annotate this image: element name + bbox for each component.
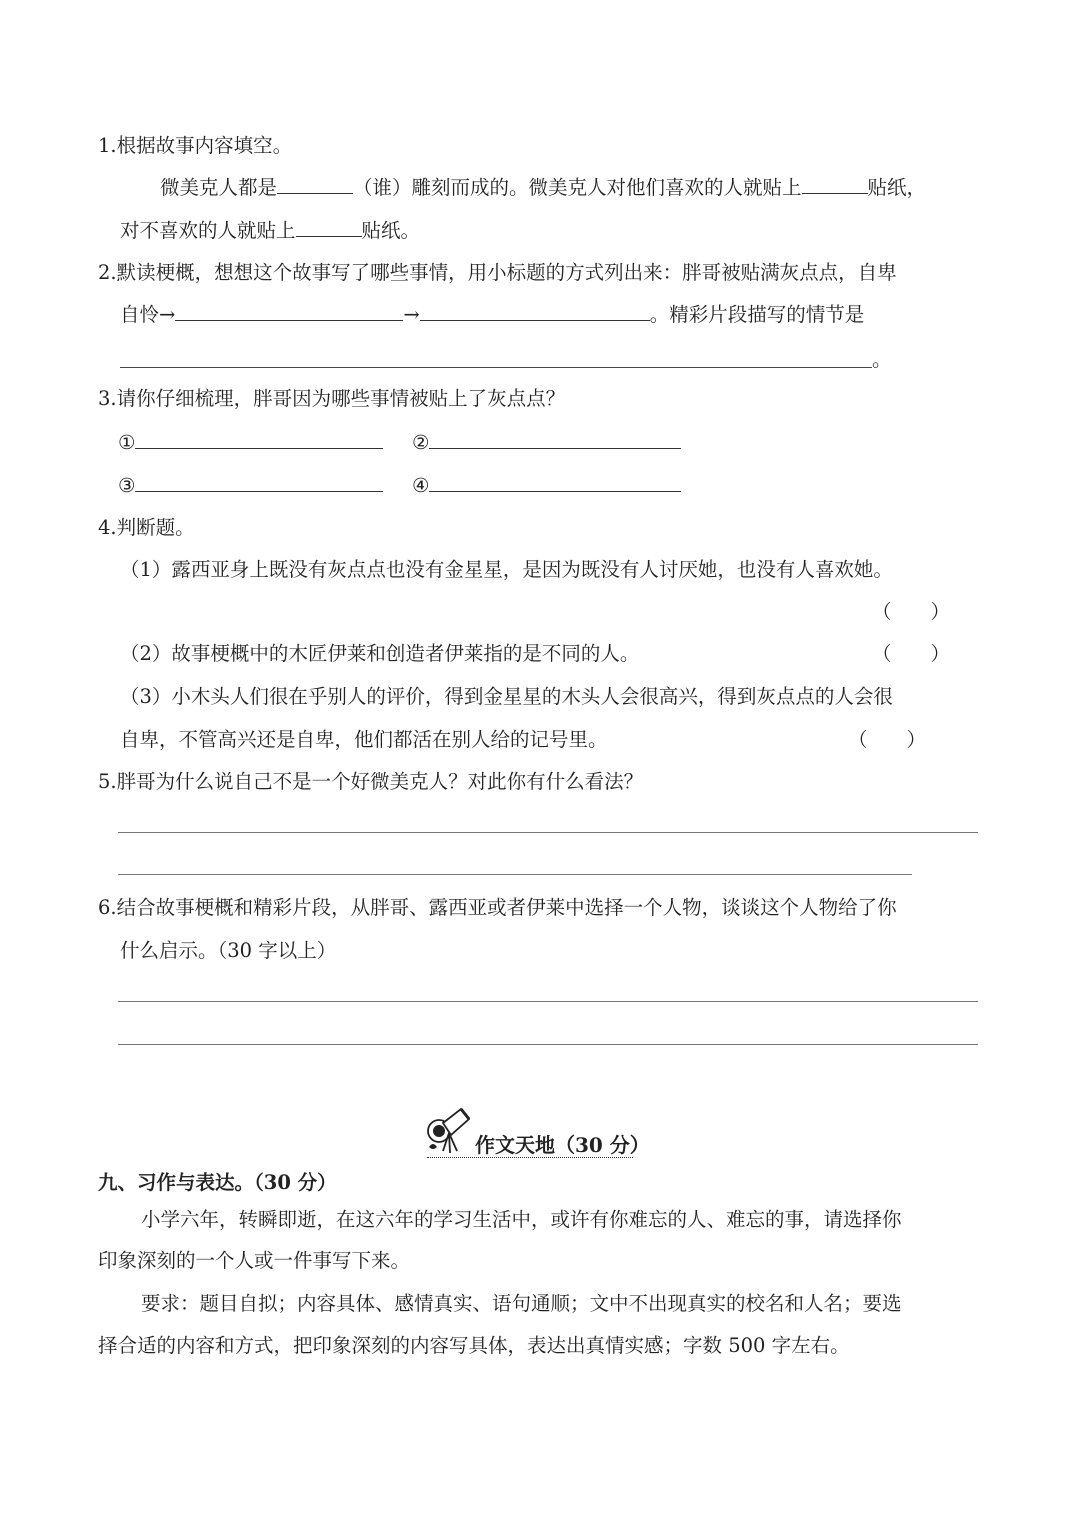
q4-answer-paren-2[interactable]: （ ） xyxy=(872,642,951,665)
q1-line1 xyxy=(160,178,926,198)
q3-mark-2: ② xyxy=(412,431,430,454)
q3-item-1 xyxy=(118,433,383,453)
q5-answer-line-2[interactable] xyxy=(118,874,912,875)
composition-heading-text: 作文天地（30 分） xyxy=(475,1133,650,1157)
q6-line1: 6.结合故事梗概和精彩片段，从胖哥、露西亚或者伊莱中选择一个人物，谈谈这个人物给了你 xyxy=(98,896,897,919)
q6-answer-line-2[interactable] xyxy=(118,1044,978,1045)
q3-mark-1: ① xyxy=(118,431,136,454)
q1-blank-like[interactable] xyxy=(802,192,868,194)
q2-line1: 2.默读梗概，想想这个故事写了哪些事情，用小标题的方式列出来：胖哥被贴满灰点点，自卑 xyxy=(98,261,897,284)
q3-blank-3[interactable] xyxy=(135,490,383,492)
q2-period: 。 xyxy=(872,348,892,371)
q2-plot-answer-line[interactable] xyxy=(120,367,872,368)
q4-answer-paren-3[interactable]: （ ） xyxy=(848,728,927,751)
composition-section-heading xyxy=(425,1103,655,1163)
q2-blank-event2[interactable] xyxy=(175,319,403,321)
q4-title: 4.判断题。 xyxy=(98,516,195,539)
q9-para1-line2: 印象深刻的一个人或一件事写下来。 xyxy=(98,1249,411,1272)
q1-blank-who[interactable] xyxy=(277,192,353,194)
q1-line1-text-a: 微美克人都是 xyxy=(160,176,278,199)
q1-line1-text-b: （谁）雕刻而成的。微美克人对他们喜欢的人就贴上 xyxy=(353,176,802,199)
q2-arrow: → xyxy=(403,303,420,326)
q9-para1-line1: 小学六年，转瞬即逝，在这六年的学习生活中，或许有你难忘的人、难忘的事，请选择你 xyxy=(141,1208,902,1231)
q1-blank-dislike[interactable] xyxy=(296,235,362,237)
q2-blank-event3[interactable] xyxy=(420,319,650,321)
q3-blank-2[interactable] xyxy=(429,447,681,449)
q6-answer-line-1[interactable] xyxy=(118,1001,978,1002)
q2-line2-text-b: 。精彩片段描写的情节是 xyxy=(649,303,865,326)
q3-blank-1[interactable] xyxy=(135,447,383,449)
q9-title: 九、习作与表达。（30 分） xyxy=(98,1171,337,1194)
q5-title: 5.胖哥为什么说自己不是一个好微美克人？对此你有什么看法？ xyxy=(98,770,644,793)
q1-line2-text-b: 贴纸。 xyxy=(361,219,421,242)
q4-item-1: （1）露西亚身上既没有灰点点也没有金星星，是因为既没有人讨厌她，也没有人喜欢她。 xyxy=(120,558,893,581)
q1-line1-text-c: 贴纸， xyxy=(867,176,927,199)
q5-answer-line-1[interactable] xyxy=(118,832,978,833)
q3-mark-4: ④ xyxy=(412,474,430,497)
q3-item-2 xyxy=(412,433,681,453)
q9-para2-line2: 择合适的内容和方式，把印象深刻的内容写具体，表达出真情实感；字数 500 字左右。 xyxy=(98,1334,850,1357)
q1-line2-text-a: 对不喜欢的人就贴上 xyxy=(120,219,296,242)
q1-line2 xyxy=(120,221,420,241)
q3-item-4 xyxy=(412,476,681,496)
q3-mark-3: ③ xyxy=(118,474,136,497)
q6-line2: 什么启示。（30 字以上） xyxy=(120,939,337,962)
q2-line2-text-a: 自怜→ xyxy=(120,303,176,326)
telescope-icon xyxy=(425,1103,473,1155)
heading-dotted-underline xyxy=(427,1157,633,1158)
q9-para2-line1: 要求：题目自拟；内容具体、感情真实、语句通顺；文中不出现真实的校名和人名；要选 xyxy=(141,1292,902,1315)
q4-item-3-line2: 自卑，不管高兴还是自卑，他们都活在别人给的记号里。 xyxy=(120,728,608,751)
q3-item-3 xyxy=(118,476,383,496)
q2-line2 xyxy=(120,305,864,325)
q4-item-3-line1: （3）小木头人们很在乎别人的评价，得到金星星的木头人会很高兴，得到灰点点的人会很 xyxy=(120,685,893,708)
q1-title: 1.根据故事内容填空。 xyxy=(98,134,293,157)
q4-item-2: （2）故事梗概中的木匠伊莱和创造者伊莱指的是不同的人。 xyxy=(120,642,640,665)
q4-answer-paren-1[interactable]: （ ） xyxy=(872,600,951,623)
q3-title: 3.请你仔细梳理，胖哥因为哪些事情被贴上了灰点点？ xyxy=(98,387,566,410)
q3-blank-4[interactable] xyxy=(429,490,681,492)
